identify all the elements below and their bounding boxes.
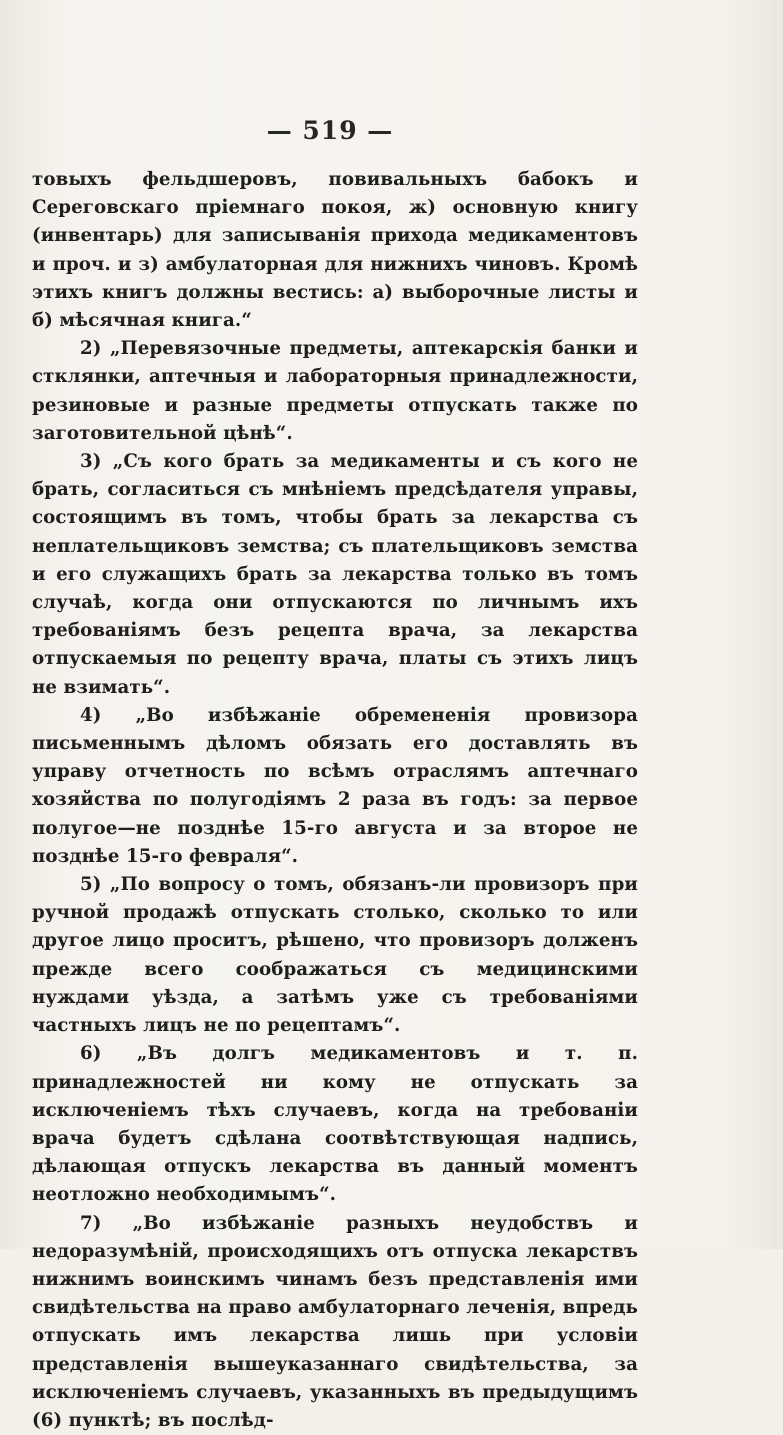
paragraph: 7) „Во избѣжаніе разныхъ неудобствъ и недоразумѣній, происходящихъ отъ отпуска лекарствъ нижнимъ воинскимъ чинамъ безъ представленія ими свидѣтельства на право амбулаторнаго леченія, впредь отпускать имъ лекарства лишь при условіи представленія вышеуказаннаго свидѣтельства, за исключеніемъ случаевъ, указанныхъ въ предыдущимъ (6) пунктѣ; въ послѣд-: [32, 1212, 638, 1431]
paragraph: 3) „Съ кого брать за медикаменты и съ кого не брать, согласиться съ мнѣніемъ предсѣдателя управы, состоящимъ въ томъ, чтобы брать за лекарства съ неплательщиковъ земства; съ плательщиковъ земства и его служащихъ брать за лекарства только въ томъ случаѣ, когда они отпускаются по личнымъ ихъ требованіямъ безъ рецепта врача, за лекарства отпускаемыя по рецепту врача, платы съ этихъ лицъ не взимать“.: [32, 451, 638, 698]
paragraph: товыхъ фельдшеровъ, повивальныхъ бабокъ и Сереговскаго пріемнаго покоя, ж) основную книгу (инвентарь) для записыванія прихода медикаментовъ и проч. и з) амбулаторная для нижнихъ чиновъ. Кромѣ этихъ книгъ должны вестись: а) выборочные листы и б) мѣсячная книга.“: [32, 169, 638, 332]
body-text: [32, 166, 638, 1435]
paragraph: 2) „Перевязочные предметы, аптекарскія банки и стклянки, аптечныя и лабораторныя принадлежности, резиновые и разные предметы отпускать также по заготовительной цѣнѣ“.: [32, 338, 638, 444]
paragraph: 5) „По вопросу о томъ, обязанъ-ли провизоръ при ручной продажѣ отпускать столько, сколько то или другое лицо проситъ, рѣшено, что провизоръ долженъ прежде всего соображаться съ медицинскими нуждами уѣзда, а затѣмъ уже съ требованіями частныхъ лицъ не по рецептамъ“.: [32, 874, 638, 1037]
page-number: — 519 —: [266, 116, 394, 145]
paragraph: 6) „Въ долгъ медикаментовъ и т. п. принадлежностей ни кому не отпускать за исключеніемъ тѣхъ случаевъ, когда на требованіи врача будетъ сдѣлана соотвѣтствующая надпись, дѣлающая отпускъ лекарства въ данный моментъ неотложно необходимымъ“.: [32, 1043, 638, 1206]
paragraph: 4) „Во избѣжаніе обремененія провизора письменнымъ дѣломъ обязать его доставлять въ управу отчетность по всѣмъ отраслямъ аптечнаго хозяйства по полугодіямъ 2 раза въ годъ: за первое полугое—не позднѣе 15-го августа и за второе не позднѣе 15-го февраля“.: [32, 704, 638, 867]
